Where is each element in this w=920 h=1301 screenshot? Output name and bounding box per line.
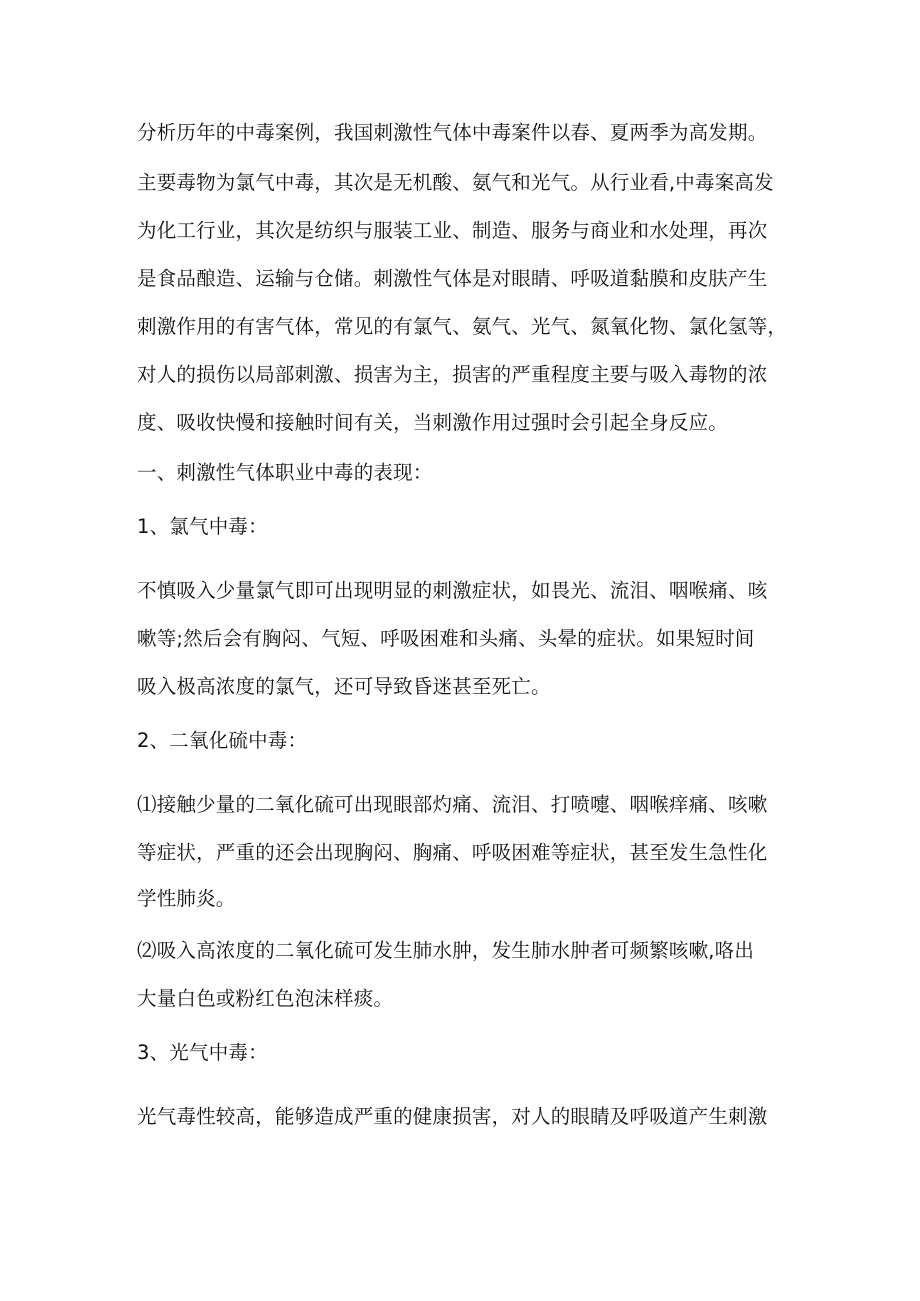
text-line: 不慎吸入少量氯气即可出现明显的刺激症状，如畏光、流泪、咽喉痛、咳 bbox=[137, 579, 768, 602]
subsection-heading-sulfur-dioxide: 2、二氧化硫中毒： bbox=[137, 729, 308, 752]
text-line: ⑵吸入高浓度的二氧化硫可发生肺水肿，发生肺水肿者可频繁咳嗽,咯出 bbox=[137, 939, 755, 962]
section-heading: 一、刺激性气体职业中毒的表现： bbox=[137, 461, 433, 484]
text-line: 大量白色或粉红色泡沫样痰。 bbox=[137, 987, 394, 1010]
subsection-heading-chlorine: 1、氯气中毒： bbox=[137, 515, 268, 538]
text-line: 度、吸收快慢和接触时间有关，当刺激作用过强时会引起全身反应。 bbox=[137, 411, 729, 434]
text-line: 对人的损伤以局部刺激、损害为主，损害的严重程度主要与吸入毒物的浓 bbox=[137, 363, 768, 386]
subsection-heading-phosgene: 3、光气中毒： bbox=[137, 1041, 268, 1064]
text-line: 光气毒性较高，能够造成严重的健康损害，对人的眼睛及呼吸道产生刺激 bbox=[137, 1105, 768, 1128]
text-line: 为化工行业，其次是纺织与服装工业、制造、服务与商业和水处理，再次 bbox=[137, 219, 768, 242]
text-line: 刺激作用的有害气体，常见的有氯气、氨气、光气、氮氧化物、氯化氢等， bbox=[137, 315, 788, 338]
text-line: 吸入极高浓度的氯气，还可导致昏迷甚至死亡。 bbox=[137, 675, 551, 698]
text-line: 是食品酿造、运输与仓储。刺激性气体是对眼睛、呼吸道黏膜和皮肤产生 bbox=[137, 267, 768, 290]
text-line: 主要毒物为氯气中毒，其次是无机酸、氨气和光气。从行业看,中毒案高发 bbox=[137, 171, 774, 194]
text-line: ⑴接触少量的二氧化硫可出现眼部灼痛、流泪、打喷嚏、咽喉痒痛、咳嗽 bbox=[137, 793, 768, 816]
text-line: 学性肺炎。 bbox=[137, 887, 236, 910]
text-line: 分析历年的中毒案例，我国刺激性气体中毒案件以春、夏两季为高发期。 bbox=[137, 121, 768, 144]
text-line: 嗽等;然后会有胸闷、气短、呼吸困难和头痛、头晕的症状。如果短时间 bbox=[137, 627, 755, 650]
text-line: 等症状，严重的还会出现胸闷、胸痛、呼吸困难等症状，甚至发生急性化 bbox=[137, 841, 768, 864]
